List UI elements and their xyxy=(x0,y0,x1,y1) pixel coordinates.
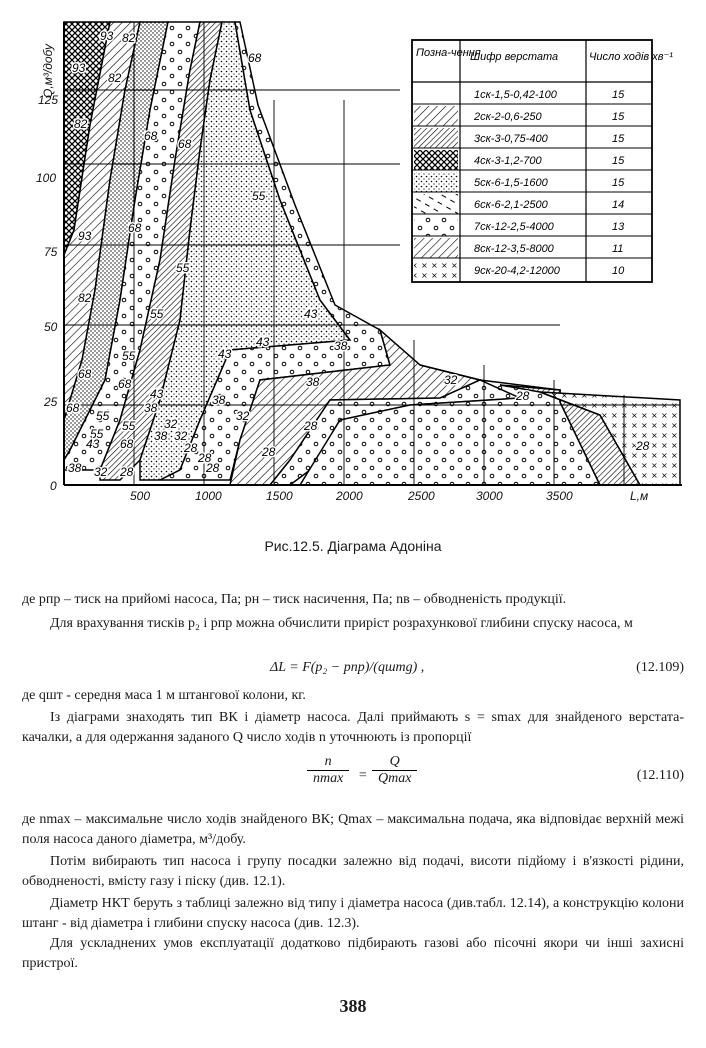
equation-12-109 xyxy=(22,660,684,684)
zone-label: 43 xyxy=(218,347,232,361)
numerator: n xyxy=(307,754,349,771)
zone-label: 43 xyxy=(86,437,100,451)
equation-12-110 xyxy=(22,754,684,792)
zone-label: 93 xyxy=(72,61,86,75)
y-tick: 75 xyxy=(44,245,58,259)
y-tick: 125 xyxy=(38,93,59,107)
zone-label: 93 xyxy=(100,29,114,43)
zone-label: 68 xyxy=(178,137,192,151)
fraction-n xyxy=(307,754,349,787)
zone-label: 82 xyxy=(108,71,122,85)
zone-label: 43 xyxy=(304,307,318,321)
legend-strokes: 10 xyxy=(612,265,625,277)
fraction-q xyxy=(372,754,417,787)
legend-code: 2ск-2-0,6-250 xyxy=(474,111,542,123)
figure-caption: Рис.12.5. Діаграма Адоніна xyxy=(264,538,442,554)
zone-label: 82 xyxy=(122,31,136,45)
equals-sign: = xyxy=(358,768,368,783)
denominator: Qmax xyxy=(378,771,412,786)
legend-strokes: 15 xyxy=(612,111,625,123)
paragraph: Для ускладнених умов експлуатації додатково підбирають газові або пісочні якори чи інші захисні пристрої. xyxy=(22,936,684,971)
zone-label: 55 xyxy=(96,409,110,423)
legend-strokes: 15 xyxy=(612,133,625,145)
zone-label: 28 xyxy=(120,465,134,479)
legend-code: 1ск-1,5-0,42-100 xyxy=(474,89,557,101)
zone-label: 28 xyxy=(262,445,276,459)
numerator: Q xyxy=(372,754,417,771)
x-tick: 3500 xyxy=(546,489,573,503)
zone-label: 55 xyxy=(90,427,104,441)
zone-label: 38 xyxy=(144,401,158,415)
legend-table xyxy=(412,40,673,282)
legend-strokes: 11 xyxy=(612,243,624,255)
zone-label: 28 xyxy=(304,419,318,433)
zone-label: 38 xyxy=(68,461,82,475)
x-ticks xyxy=(130,489,573,503)
x-tick: 1000 xyxy=(195,489,222,503)
legend-code: 5ск-6-1,5-1600 xyxy=(474,177,548,189)
paragraph: де qшт - середня маса 1 м штангової колони, кг. xyxy=(22,688,306,703)
y-ticks xyxy=(36,93,58,493)
zone-label: 68 xyxy=(78,367,92,381)
adonin-diagram xyxy=(0,0,706,520)
legend-header-strokes: Число ходів хв⁻¹ xyxy=(589,51,673,63)
x-tick: 2000 xyxy=(336,489,363,503)
zone-label: 38 xyxy=(212,393,226,407)
legend-strokes: 15 xyxy=(612,89,625,101)
paragraph: Для врахування тисків p₂ і pпр можна обчислити приріст розрахункової глибини спуску насоса, м xyxy=(50,616,633,631)
zone-label: 55 xyxy=(122,349,136,363)
x-tick: 500 xyxy=(130,489,151,503)
legend-code: 6ск-6-2,1-2500 xyxy=(474,199,548,211)
equation-number: (12.110) xyxy=(636,768,684,783)
zone-label: 68 xyxy=(144,129,158,143)
equation-body: ΔL = F(p₂ − pпр)/(qштg) , xyxy=(270,660,425,675)
x-axis-label: L,м xyxy=(630,489,649,503)
legend-strokes: 15 xyxy=(612,155,625,167)
zone-label: 28 xyxy=(636,439,650,453)
zone-label: 82 xyxy=(78,291,92,305)
zone-label: 55 xyxy=(122,419,136,433)
zone-label: 93 xyxy=(78,229,92,243)
page-number: 388 xyxy=(339,996,367,1016)
paragraph: Діаметр НКТ беруть з таблиці залежно від типу і діаметра насоса (див.табл. 12.14), а конструкцію колони штанг - від діаметра і глибини спуску насоса (див. 12.3). xyxy=(22,896,684,931)
legend-code: 4ск-3-1,2-700 xyxy=(474,155,542,167)
zone-label: 68 xyxy=(120,437,134,451)
legend-code: 8ск-12-3,5-8000 xyxy=(474,243,554,255)
x-tick: 1500 xyxy=(266,489,293,503)
zone-label: 82 xyxy=(74,117,88,131)
zone-label: 28 xyxy=(516,389,530,403)
zone-label: 28 xyxy=(184,441,198,455)
zone-label: 43 xyxy=(256,335,270,349)
zone-label: 43 xyxy=(150,387,164,401)
zone-label: 38 xyxy=(334,339,348,353)
zone-label: 32 xyxy=(164,417,178,431)
x-tick: 2500 xyxy=(408,489,435,503)
zone-label: 68 xyxy=(66,401,80,415)
legend-strokes: 15 xyxy=(612,177,625,189)
y-tick: 50 xyxy=(44,320,58,334)
zone-label: 28 xyxy=(198,451,212,465)
zone-label: 55 xyxy=(252,189,266,203)
legend-strokes: 14 xyxy=(612,199,625,211)
legend-strokes: 13 xyxy=(612,221,625,233)
legend-code: 9ск-20-4,2-12000 xyxy=(474,265,560,277)
legend-header-code: Шифр верстата xyxy=(470,51,559,63)
y-tick: 25 xyxy=(44,395,58,409)
zone-label: 68 xyxy=(128,221,142,235)
zone-label: 68 xyxy=(118,377,132,391)
paragraph: де pпр – тиск на прийомі насоса, Па; pн – тиск насичення, Па; nв – обводненість продукції. xyxy=(22,592,567,607)
zone-label: 55 xyxy=(176,261,190,275)
zone-label: 55 xyxy=(150,307,164,321)
y-tick: 100 xyxy=(36,171,57,185)
paragraph: Із діаграми знаходять тип ВК і діаметр насоса. Далі приймають s = smax для знайденого верстата-качалки, а для одержання заданого Q число ходів n уточнюють із пропорції xyxy=(22,710,684,745)
zone-label: 28 xyxy=(206,461,220,475)
zone-label: 32 xyxy=(94,465,108,479)
denominator: nmax xyxy=(313,771,344,786)
zone-label: 38 xyxy=(154,429,168,443)
zone-label: 32 xyxy=(444,373,458,387)
paragraph: Потім вибирають тип насоса і групу посадки залежно від подачі, висоти підйому і в'язкості рідини, обводненості, вмісту газу і піску (див. 12.1). xyxy=(22,854,684,889)
y-axis-label: Q,м³/добу xyxy=(41,43,55,98)
legend-header-designation-text: Позна-чення xyxy=(416,47,481,59)
paragraph: де nmax – максимальне число ходів знайденого ВК; Qmax – максимальна подача, яка відповідає верхній межі поля насоса даного діаметра, м³/добу. xyxy=(22,812,684,847)
legend-code: 3ск-3-0,75-400 xyxy=(474,133,548,145)
equation-number: (12.109) xyxy=(636,660,684,675)
legend-code: 7ск-12-2,5-4000 xyxy=(474,221,554,233)
zone-label: 38 xyxy=(306,375,320,389)
x-tick: 3000 xyxy=(476,489,503,503)
zone-label: 32 xyxy=(236,409,250,423)
zone-label: 68 xyxy=(248,51,262,65)
y-tick: 0 xyxy=(50,479,57,493)
zone-label: 32 xyxy=(174,429,188,443)
